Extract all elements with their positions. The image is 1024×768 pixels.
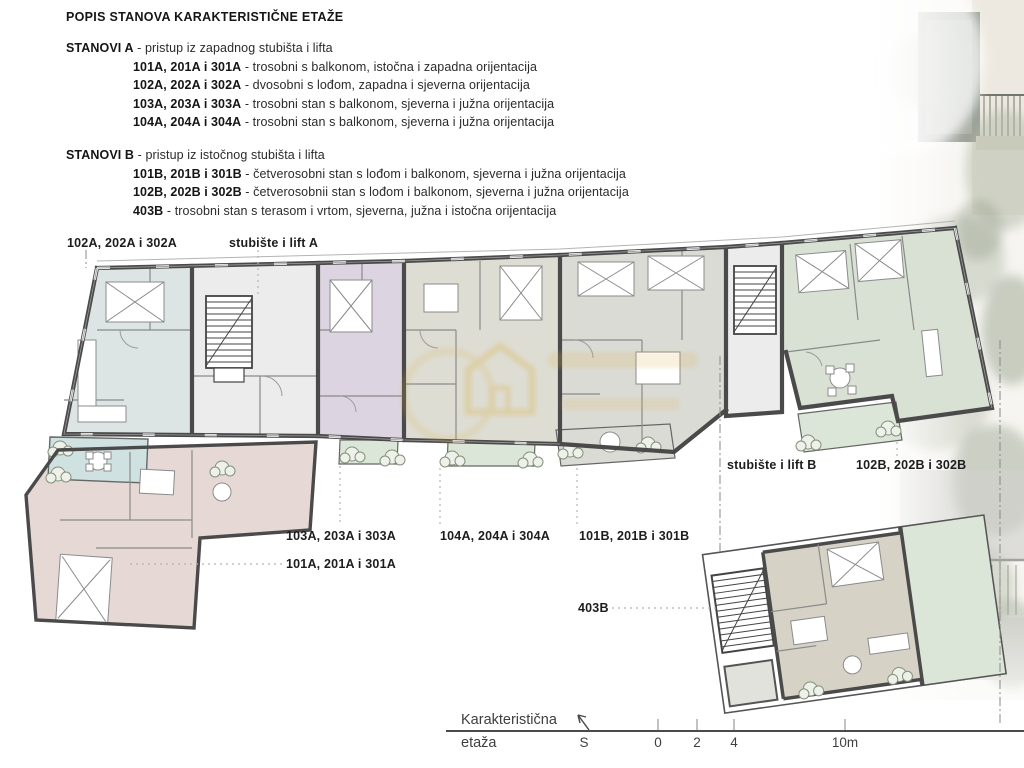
unit-code: 104A, 204A i 304A — [133, 115, 242, 130]
label-apt-103a: 103A, 203A i 303A — [286, 529, 396, 543]
scale-caption-line2: etaža — [461, 735, 497, 751]
unit-code: 101A, 201A i 301A — [133, 59, 242, 74]
scale-tick-2: 2 — [693, 735, 701, 750]
scale-caption-line1: Karakteristična — [461, 712, 557, 728]
unit-code: 102A, 202A i 302A — [133, 78, 242, 93]
section-b-heading — [66, 146, 826, 164]
label-apt-403b: 403B — [578, 601, 609, 615]
section-stanovi-b — [66, 146, 826, 220]
list-item — [66, 202, 826, 220]
list-item — [66, 76, 826, 94]
list-item — [66, 183, 826, 201]
scale-tick-4: 4 — [730, 735, 738, 750]
unit-code: 403B — [133, 203, 164, 218]
section-a-heading — [66, 39, 826, 57]
section-a-access: - pristup iz zapadnog stubišta i lifta — [133, 41, 333, 56]
scale-tick-10m: 10m — [831, 735, 859, 750]
label-stair-b: stubište i lift B — [727, 458, 817, 472]
apartment-roster — [66, 8, 826, 220]
unit-code: 103A, 203A i 303A — [133, 96, 242, 111]
scale-bar-line — [446, 730, 1024, 732]
list-item — [66, 95, 826, 113]
page-title: POPIS STANOVA KARAKTERISTIČNE ETAŽE — [66, 10, 344, 24]
unit-desc: - trosobni stan s balkonom, sjeverna i južna orijentacija — [241, 115, 555, 130]
label-apt-101b: 101B, 201B i 301B — [579, 529, 690, 543]
label-apt-102b: 102B, 202B i 302B — [856, 458, 967, 472]
north-arrow-icon — [578, 715, 589, 730]
unit-desc: - trosobni s balkonom, istočna i zapadna orijentacija — [241, 59, 538, 74]
scale-tick-0: 0 — [654, 735, 662, 750]
section-stanovi-a — [66, 39, 826, 131]
label-apt-101a: 101A, 201A i 301A — [286, 557, 396, 571]
unit-code: 101B, 201B i 301B — [133, 166, 242, 181]
label-stair-a: stubište i lift A — [229, 236, 319, 250]
unit-desc: - četverosobni stan s lođom i balkonom, sjeverna i južna orijentacija — [241, 166, 626, 181]
label-apt-102a: 102A, 202A i 302A — [67, 236, 177, 250]
scale-bar-graphics — [578, 715, 845, 730]
unit-desc: - trosobni stan s balkonom, sjeverna i južna orijentacija — [241, 96, 555, 111]
unit-desc: - četverosobnii stan s lođom i balkonom, sjeverna i južna orijentacija — [241, 185, 629, 200]
list-item — [66, 165, 826, 183]
section-a-name: STANOVI A — [66, 41, 134, 56]
label-apt-104a: 104A, 204A i 304A — [440, 529, 550, 543]
stair-b-symbol — [734, 266, 776, 334]
north-label: S — [579, 735, 589, 750]
unit-code: 102B, 202B i 302B — [133, 185, 242, 200]
list-item — [66, 113, 826, 131]
unit-desc: - dvosobni s lođom, zapadna i sjeverna orijentacija — [241, 78, 530, 93]
section-b-name: STANOVI B — [66, 148, 135, 163]
section-b-access: - pristup iz istočnog stubišta i lifta — [134, 148, 325, 163]
unit-desc: - trosobni stan s terasom i vrtom, sjeverna, južna i istočna orijentacija — [163, 203, 557, 218]
list-item — [66, 58, 826, 76]
